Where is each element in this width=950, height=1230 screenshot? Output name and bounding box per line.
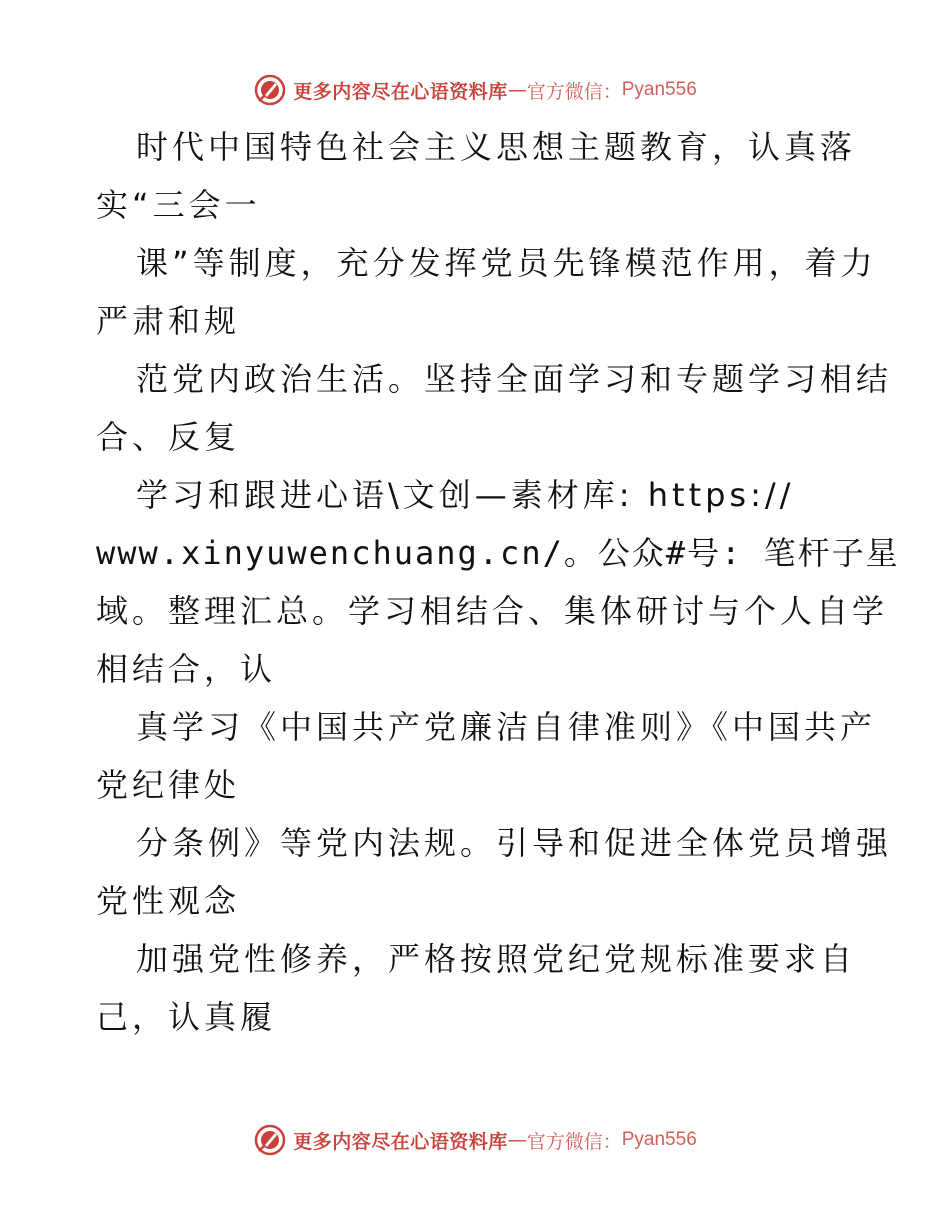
body-line-8: www.xinyuwenchuang.cn/。公众#号: 笔杆子星 — [96, 534, 900, 572]
page-footer — [0, 1120, 950, 1160]
body-line-14: 党性观念 — [96, 882, 241, 920]
header-brand-text: 更多内容尽在心语资料库 — [293, 80, 508, 103]
body-line-3: 课”等制度，充分发挥党员先锋模范作用，着力 — [136, 244, 877, 282]
header-wechat-label: 官方微信： — [526, 80, 622, 103]
body-line-7: 学习和跟进心语\文创—素材库: https:// — [136, 476, 795, 514]
body-line-4: 严肃和规 — [96, 302, 241, 340]
footer-wechat-id: Pyan556 — [621, 1129, 697, 1150]
body-line-9: 域。整理汇总。学习相结合、集体研讨与个人自学 — [96, 592, 889, 630]
header-separator: — — [507, 79, 527, 101]
document-body — [96, 118, 900, 1046]
page-header — [0, 70, 950, 110]
header-wechat-id: Pyan556 — [621, 79, 697, 100]
body-line-11: 真学习《中国共产党廉洁自律准则》《中国共产 — [136, 708, 877, 746]
footer-separator: — — [507, 1129, 527, 1151]
body-line-16: 己，认真履 — [96, 998, 277, 1036]
body-line-1: 时代中国特色社会主义思想主题教育，认真落 — [136, 128, 857, 166]
footer-wechat-label: 官方微信： — [526, 1130, 622, 1153]
body-line-2: 实“三会一 — [96, 186, 261, 224]
body-line-5: 范党内政治生活。坚持全面学习和专题学习相结 — [136, 360, 893, 398]
body-line-15: 加强党性修养，严格按照党纪党规标准要求自 — [136, 940, 857, 978]
pen-nib-logo-icon — [253, 1123, 287, 1157]
pen-nib-logo-icon — [253, 73, 287, 107]
body-line-10: 相结合，认 — [96, 650, 277, 688]
footer-brand-text: 更多内容尽在心语资料库 — [293, 1130, 508, 1153]
body-line-13: 分条例》等党内法规。引导和促进全体党员增强 — [136, 824, 893, 862]
body-line-12: 党纪律处 — [96, 766, 241, 804]
body-line-6: 合、反复 — [96, 418, 241, 456]
